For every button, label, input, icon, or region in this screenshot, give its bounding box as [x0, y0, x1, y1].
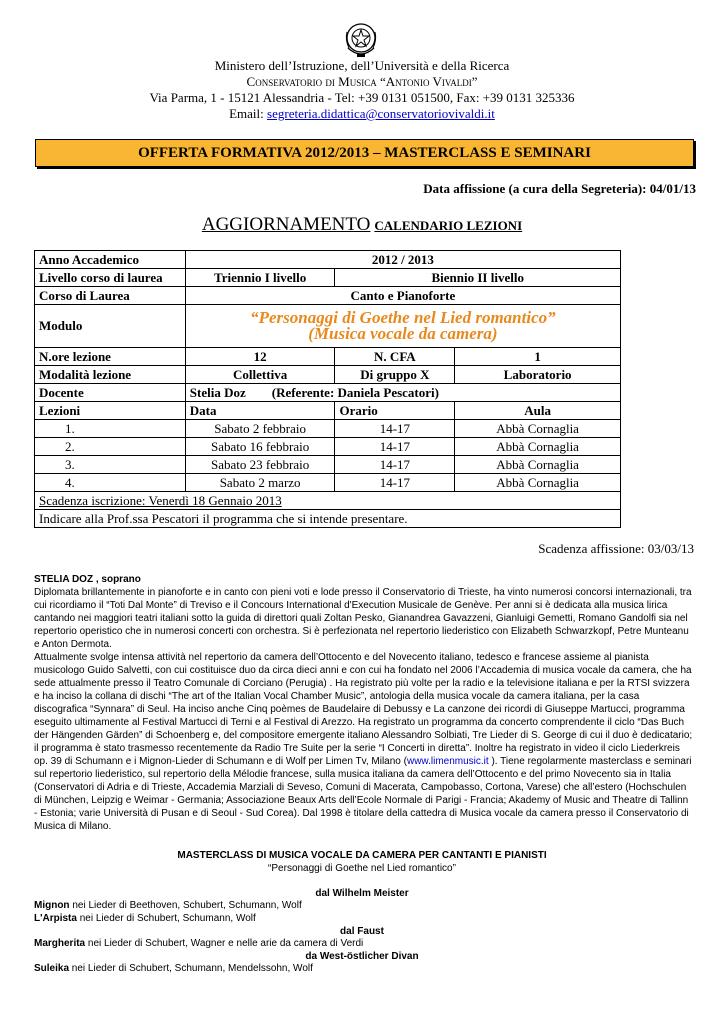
email-line — [0, 106, 724, 122]
mode-collective: Collettiva — [185, 366, 335, 384]
mode-lab: Laboratorio — [455, 366, 621, 384]
lesson-number: 4. — [35, 474, 186, 492]
room-header: Aula — [455, 402, 621, 420]
teacher-label: Docente — [35, 384, 186, 402]
table-row — [35, 366, 621, 384]
address-line: Via Parma, 1 - 15121 Alessandria - Tel: +39 0131 051500, Fax: +39 0131 325336 — [149, 90, 575, 105]
teacher-value — [185, 384, 620, 402]
hours-label: N.ore lezione — [35, 348, 186, 366]
table-row — [35, 510, 621, 528]
lesson-time: 14-17 — [335, 420, 455, 438]
level-2: Biennio II livello — [335, 269, 621, 287]
lesson-date: Sabato 16 febbraio — [185, 438, 335, 456]
offer-banner: OFFERTA FORMATIVA 2012/2013 – MASTERCLASS E SEMINARI — [35, 139, 694, 167]
referent: (Referente: Daniela Pescatori) — [271, 384, 439, 400]
academic-year-value: 2012 / 2013 — [185, 251, 620, 269]
table-row — [35, 348, 621, 366]
section-faust: dal Faust — [340, 925, 384, 937]
lesson-time: 14-17 — [335, 438, 455, 456]
cfa-label: N. CFA — [335, 348, 455, 366]
lesson-room: Abbà Cornaglia — [455, 474, 621, 492]
bio-text-b: ). Tiene regolarmente masterclass e seminari sul repertorio liederistico, sul repertorio della Mélodie francese, sulla musica italiana da camera dell’Ottocento e del primo Novecento sia in Italia (Conservatori di Adria e di Trieste, Accademia Marziali di Seveso, Comuni di Macerata, Campobasso, Cortona, Varese) che all’estero (Hochschulen di München, Leipzig e Weimar - Germania; Associazione Beaux Arts dell’Ecole Normale di Parigi - Francia; Akademy of Music and Theatre di Tallinn - Estonia; varie Università di Pusan e di Seoul - Sud Corea). Dal 1998 è titolare della cattedra di Musica vocale da camera presso il Conservatorio di Musica di Milano. — [34, 756, 692, 832]
module-title-line2: (Musica vocale da camera) — [308, 324, 498, 343]
ministry-name: Ministero dell’Istruzione, dell’Università e della Ricerca — [214, 58, 510, 73]
mode-group: Di gruppo X — [335, 366, 455, 384]
posting-date: Data affissione (a cura della Segreteria): 04/01/13 — [423, 181, 696, 196]
module-title-line1: “Personaggi di Goethe nel Lied romantico” — [250, 308, 556, 327]
letterhead — [0, 58, 724, 122]
character-name: Suleika — [34, 963, 70, 975]
email-label: Email: — [229, 106, 268, 121]
masterclass-section — [0, 850, 724, 976]
character-name: Mignon — [34, 900, 70, 912]
table-row — [35, 287, 621, 305]
masterclass-subtitle: “Personaggi di Goethe nel Lied romantico” — [268, 862, 456, 874]
table-row — [35, 305, 621, 348]
table-row — [35, 269, 621, 287]
character-name: Margherita — [34, 938, 86, 950]
email-link[interactable]: segreteria.didattica@conservatoriovivaldi.it — [267, 106, 495, 121]
bio-heading: STELIA DOZ , soprano — [34, 574, 141, 585]
date-header: Data — [185, 402, 335, 420]
level-1: Triennio I livello — [185, 269, 335, 287]
lesson-room: Abbà Cornaglia — [455, 456, 621, 474]
module-label: Modulo — [35, 305, 186, 348]
lesson-room: Abbà Cornaglia — [455, 438, 621, 456]
lesson-number: 3. — [35, 456, 186, 474]
masterclass-title: MASTERCLASS DI MUSICA VOCALE DA CAMERA PER CANTANTI E PIANISTI — [177, 850, 547, 861]
section-divan: da West-östlicher Divan — [305, 950, 419, 962]
academic-year-label: Anno Accademico — [35, 251, 186, 269]
bio-paragraph-1: Diplomata brillantemente in pianoforte e in canto con pieni voti e lode presso il Conservatorio di Trieste, ha vinto numerosi concorsi internazionali, tra cui ricordiamo il “Toti Dal Monte” di Treviso e il Concours International d'Execution Musicale de Genève. Per anni si è dedicata alla musica lirica cantando nei maggiori teatri italiani sotto la guida di direttori quali Zoltan Pesko, Gianandrea Gavazzeni, Gianluigi Gemetti, Romano Gandolfi sia nel repertorio operistico che in numerosi concerti con orchestra. Si è perfezionata nel repertorio liederistico con Elizabeth Schwarzkopf, Petre Munteanu e Anton Dermota. — [34, 587, 692, 650]
table-row — [35, 492, 621, 510]
lesson-date: Sabato 23 febbraio — [185, 456, 335, 474]
list-item — [0, 963, 724, 976]
course-label: Corso di Laurea — [35, 287, 186, 305]
list-item — [0, 913, 724, 926]
lesson-date: Sabato 2 febbraio — [185, 420, 335, 438]
hours-value: 12 — [185, 348, 335, 366]
table-row — [35, 474, 621, 492]
character-text: nei Lieder di Schubert, Schumann, Wolf — [76, 912, 256, 924]
table-row — [35, 384, 621, 402]
mode-label: Modalità lezione — [35, 366, 186, 384]
program-note: Indicare alla Prof.ssa Pescatori il programma che si intende presentare. — [35, 510, 621, 528]
time-header: Orario — [335, 402, 455, 420]
character-text: nei Lieder di Beethoven, Schubert, Schumann, Wolf — [69, 900, 302, 912]
lesson-date: Sabato 2 marzo — [185, 474, 335, 492]
update-title-sub: CALENDARIO LEZIONI — [374, 218, 523, 233]
enrollment-deadline: Scadenza iscrizione: Venerdì 18 Gennaio 2013 — [35, 492, 621, 510]
conservatory-name: Conservatorio di Musica “Antonio Vivaldi” — [246, 74, 478, 89]
posting-expiry: Scadenza affissione: 03/03/13 — [538, 541, 694, 556]
section-wilhelm-meister: dal Wilhelm Meister — [315, 887, 409, 899]
lessons-table — [34, 250, 621, 528]
bio-text-a: Attualmente svolge intensa attività nel repertorio da camera dell’Ottocento e del Novecento italiano, tedesco e francese assieme al pianista musicologo Guido Salvetti, con cui costituisce duo da circa dieci anni e con cui ha fondato nel 2006 l’Accademia di musica vocale da camera, che ha sede attualmente presso il Teatro Comunale di Corciano (Perugia) . Ha registrato più volte per la radio e la televisione italiana e per la RTSI svizzera e ha inciso la collana di dischi “The art of the Italian Vocal Chamber Music”, antologia della musica vocale da camera italiana, per la casa discografica “Synnara” di Seul. Ha inciso anche Cinq poèmes de Baudelaire di Debussy e La canzone dei ricordi di Giuseppe Martucci, programma eseguito ultimamente al Festival Martucci di Terni e al Festival di Arezzo. Ha registrato un programma da concerto comprendente il ciclo “Das Buch der Hängenden Gärden” di Schoenberg e, del compositore emergente italiano Alessandro Solbiati, Tre Lieder di S. George di cui il duo è dedicatario; il programma è stato trasmesso recentemente da Radio Tre Suite per la serie “I Concerti in diretta”. Inoltre ha registrato in video il ciclo Liederkreis op. 39 di Schumann e i Mignon-Lieder di Schumann e di Wolf per Limen Tv, Milano ( — [34, 652, 693, 767]
bio-paragraph-2 — [34, 651, 694, 833]
update-title — [0, 214, 724, 236]
lesson-number: 1. — [35, 420, 186, 438]
lesson-time: 14-17 — [335, 474, 455, 492]
lesson-time: 14-17 — [335, 456, 455, 474]
lessons-label: Lezioni — [35, 402, 186, 420]
lesson-room: Abbà Cornaglia — [455, 420, 621, 438]
table-row — [35, 456, 621, 474]
list-item — [0, 938, 724, 951]
module-title — [185, 305, 620, 348]
lesson-number: 2. — [35, 438, 186, 456]
table-row — [35, 438, 621, 456]
limenmusic-link[interactable]: www.limenmusic.it — [406, 756, 489, 767]
cfa-value: 1 — [455, 348, 621, 366]
table-row — [35, 402, 621, 420]
level-label: Livello corso di laurea — [35, 269, 186, 287]
teacher-name: Stelia Doz — [189, 384, 246, 400]
update-title-main: AGGIORNAMENTO — [201, 214, 371, 235]
italian-republic-emblem-icon — [343, 18, 379, 60]
teacher-biography — [34, 573, 694, 833]
list-item — [0, 900, 724, 913]
character-text: nei Lieder di Schubert, Wagner e nelle arie da camera di Verdi — [85, 938, 364, 950]
course-value: Canto e Pianoforte — [185, 287, 620, 305]
character-name: L'Arpista — [34, 912, 77, 924]
table-row — [35, 251, 621, 269]
table-row — [35, 420, 621, 438]
character-text: nei Lieder di Schubert, Schumann, Mendelssohn, Wolf — [69, 963, 313, 975]
